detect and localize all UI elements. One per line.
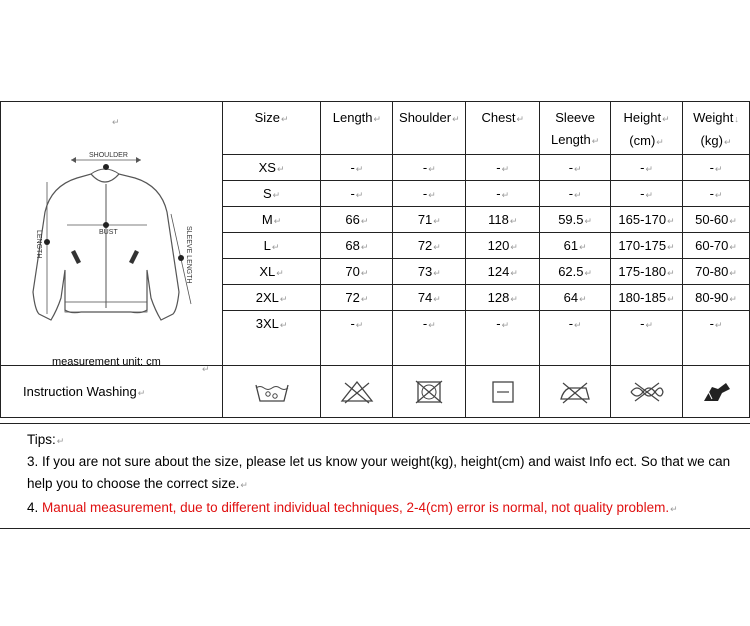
tips-section: [0, 423, 750, 529]
sleeve-length-label: SLEEVE LENGTH: [185, 226, 192, 284]
do-not-dry-clean-icon: [611, 366, 683, 418]
table-header-row: [1, 102, 750, 155]
wring-icon: [683, 366, 750, 418]
jacket-outline-icon: [1, 142, 223, 347]
cell-size: XL↵: [222, 259, 321, 285]
measurement-unit: measurement unit: cm: [52, 356, 161, 368]
header-height: Height↵ (cm)↵: [611, 102, 683, 155]
size-table: [0, 101, 750, 418]
header-size: Size↵: [222, 102, 321, 155]
cell-size: 2XL↵: [222, 285, 321, 311]
tip-4: 4. Manual measurement, due to different individual techniques, 2-4(cm) error is normal, not quality problem.↵: [27, 500, 678, 515]
cell-size: L↵: [222, 233, 321, 259]
header-length: Length↵: [321, 102, 393, 155]
washing-title: Instruction Washing↵: [1, 366, 223, 418]
table-row: M↵ 66↵ 71↵ 118↵ 59.5↵ 165-170↵ 50-60↵: [1, 207, 750, 233]
washing-row: [1, 366, 750, 418]
shoulder-label: SHOULDER: [89, 152, 128, 159]
table-row: L↵ 68↵ 72↵ 120↵ 61↵ 170-175↵ 60-70↵: [1, 233, 750, 259]
do-not-tumble-dry-icon: [393, 366, 466, 418]
tip-3: 3. If you are not sure about the size, please let us know your weight(kg), height(cm) and waist Info ect. So that we can: [27, 454, 731, 469]
do-not-bleach-icon: [321, 366, 393, 418]
tip-3-continued: help you to choose the correct size.↵: [27, 476, 248, 491]
tips-title: Tips:↵: [27, 432, 65, 447]
cell-size: S↵: [222, 181, 321, 207]
header-shoulder: Shoulder↵: [393, 102, 466, 155]
cell-size: XS↵: [222, 155, 321, 181]
line-dry-icon: [466, 366, 540, 418]
size-chart-panel: [0, 101, 750, 527]
cell-size: M↵: [222, 207, 321, 233]
header-weight: Weight↓ (kg)↵: [683, 102, 750, 155]
table-row: S↵ -↵ -↵ -↵ -↵ -↵ -↵: [1, 181, 750, 207]
cell-size: 3XL↵: [222, 311, 321, 366]
bust-label: BUST: [99, 229, 118, 236]
table-row: XS↵ -↵ -↵ -↵ -↵ -↵ -↵: [1, 155, 750, 181]
header-chest: Chest↵: [466, 102, 540, 155]
do-not-iron-icon: [540, 366, 611, 418]
header-sleeve-length: Sleeve Length↵: [540, 102, 611, 155]
table-row: 2XL↵ 72↵ 74↵ 128↵ 64↵ 180-185↵ 80-90↵: [1, 285, 750, 311]
jacket-measurement-diagram: ↵ SHOULDER BUST LENGTH SLEEVE LENGTH measurement unit: cm ↵: [1, 102, 223, 366]
length-label: LENGTH: [35, 230, 42, 259]
hand-wash-icon: [222, 366, 321, 418]
table-row: 3XL↵ -↵ -↵ -↵ -↵ -↵ -↵: [1, 311, 750, 366]
table-row: XL↵ 70↵ 73↵ 124↵ 62.5↵ 175-180↵ 70-80↵: [1, 259, 750, 285]
